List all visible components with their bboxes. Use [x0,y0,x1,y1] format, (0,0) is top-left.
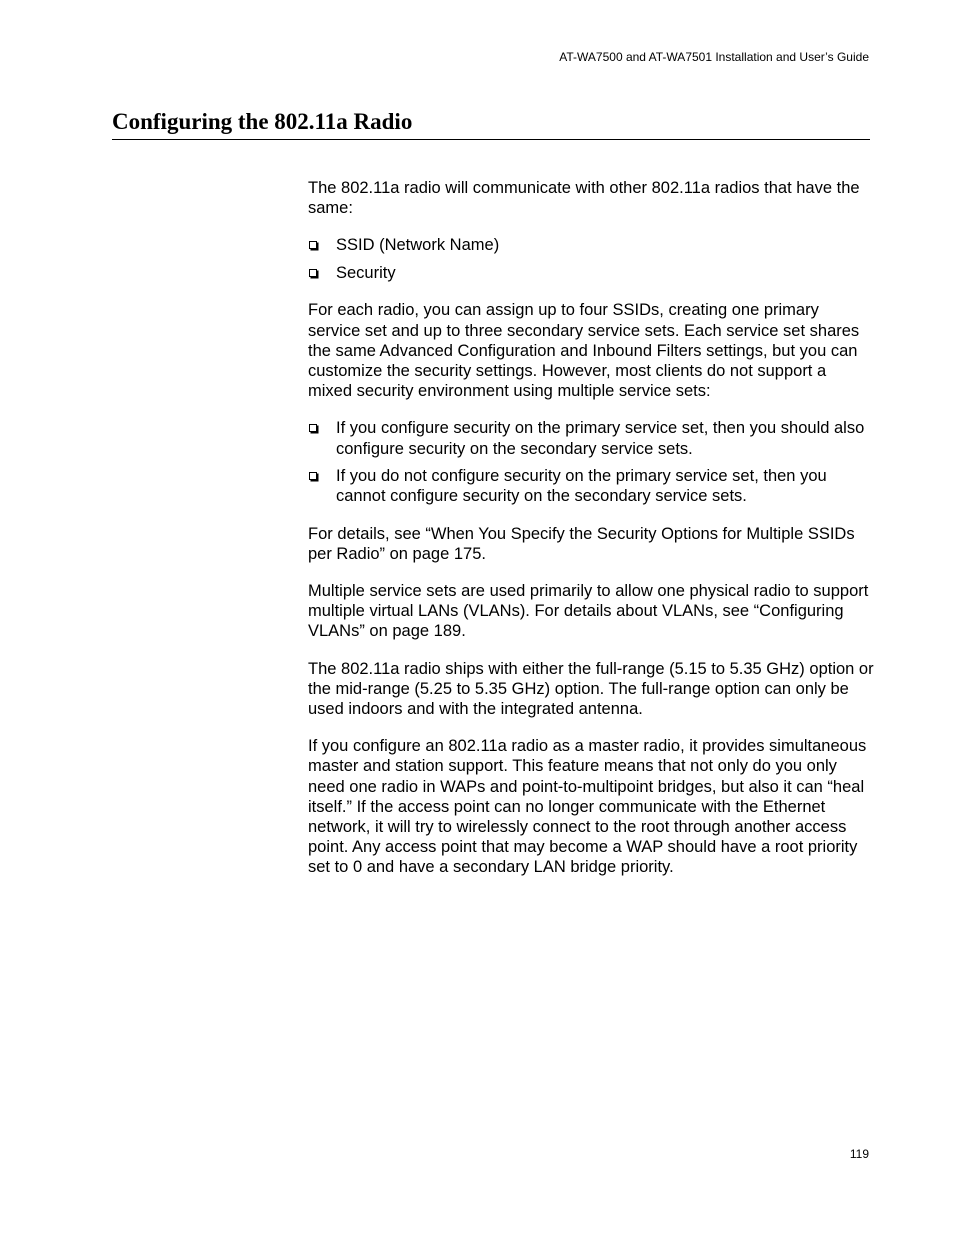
list-item [308,235,874,255]
list-item [308,466,874,506]
body-text [308,178,874,895]
list-item-text: If you do not configure security on the primary service set, then you cannot configure security on the secondary service sets. [336,467,827,506]
range-paragraph: The 802.11a radio ships with either the full-range (5.15 to 5.35 GHz) option or the mid-range (5.25 to 5.35 GHz) option. The full-range option can only be used indoors and with the integrated antenna. [308,659,874,719]
checkbox-bullet-icon [309,424,317,432]
master-paragraph: If you configure an 802.11a radio as a master radio, it provides simultaneous master and station support. This feature means that not only do you only need one radio in WAPs and point-to-multipoint bridges, but also it can “heal itself.” If the access point can no longer communicate with the Ethernet network, it will try to wirelessly connect to the root through another access point. Any access point that may become a WAP should have a root priority set to 0 and have a secondary LAN bridge priority. [308,737,867,877]
list-item [308,263,874,283]
checkbox-bullet-icon [309,472,317,480]
page-number: 119 [849,1147,869,1161]
list-item-text: SSID (Network Name) [336,236,500,255]
security-list [308,418,874,506]
intro-paragraph: The 802.11a radio will communicate with other 802.11a radios that have the same: [308,179,860,218]
checkbox-bullet-icon [309,269,317,277]
details-paragraph: For details, see “When You Specify the Security Options for Multiple SSIDs per Radio” on page 175. [308,524,855,563]
title-rule [112,139,870,140]
checkbox-bullet-icon [309,241,317,249]
list-item-text: If you configure security on the primary service set, then you should also configure security on the secondary service sets. [336,419,865,458]
same-settings-list [308,235,874,283]
section-title: Configuring the 802.11a Radio [112,109,413,134]
vlan-paragraph: Multiple service sets are used primarily to allow one physical radio to support multiple virtual LANs (VLANs). For details about VLANs, see “Configuring VLANs” on page 189. [308,582,869,641]
ssid-paragraph: For each radio, you can assign up to four SSIDs, creating one primary service set and up to three secondary service sets. Each service set shares the same Advanced Configuration and Inbound Filters settings, but you can customize the security settings. However, most clients do not support a mixed security environment using multiple service sets: [308,301,860,401]
running-header: AT-WA7500 and AT-WA7501 Installation and User’s Guide [559,50,869,64]
list-item-text: Security [336,264,396,283]
list-item [308,418,874,458]
